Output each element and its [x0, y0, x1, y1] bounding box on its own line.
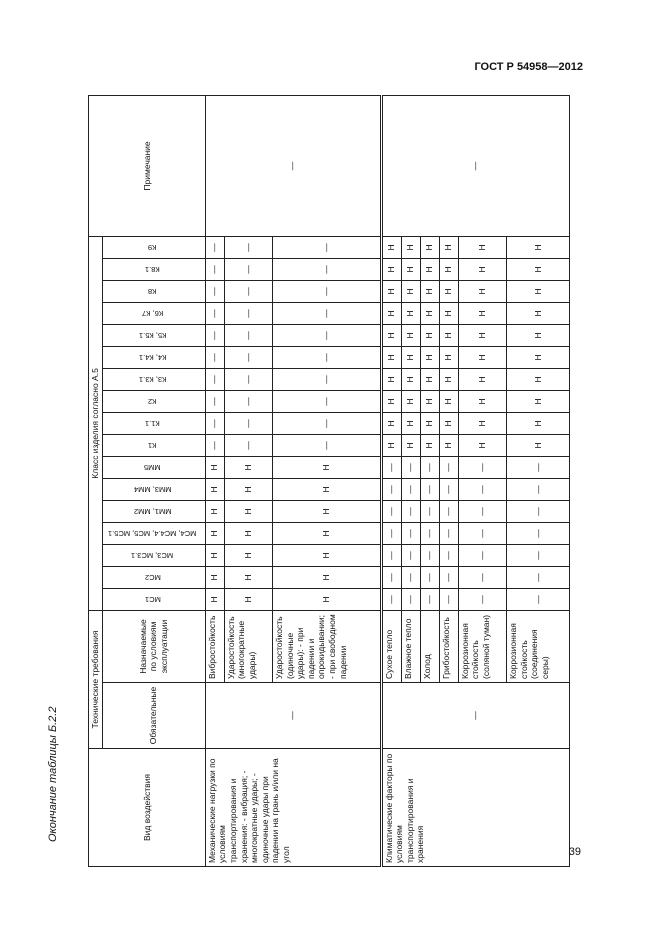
- class-column-label: МС4, МС4.4, МС5, МС5.1: [108, 529, 197, 539]
- class-mark-cell: —: [205, 236, 224, 258]
- class-mark-cell: —: [381, 478, 401, 500]
- assigned-requirement-cell: Сухое тепло: [381, 610, 401, 682]
- class-mark-cell: Н: [420, 434, 439, 456]
- class-mark-cell: Н: [272, 500, 381, 522]
- class-mark-cell: —: [224, 368, 272, 390]
- class-mark-cell: —: [224, 412, 272, 434]
- class-mark-cell: —: [205, 324, 224, 346]
- requirements-table: [88, 95, 570, 867]
- class-column-header: [102, 346, 205, 368]
- class-mark-cell: Н: [458, 258, 506, 280]
- class-mark-cell: —: [381, 522, 401, 544]
- class-mark-cell: Н: [401, 280, 420, 302]
- note-cell: —: [205, 96, 381, 237]
- class-mark-cell: Н: [506, 368, 569, 390]
- class-column-label: ММ5: [144, 463, 161, 473]
- class-column-label: К1: [148, 441, 157, 451]
- class-mark-cell: —: [506, 478, 569, 500]
- class-column-header: [102, 500, 205, 522]
- class-mark-cell: —: [439, 478, 458, 500]
- class-mark-cell: —: [439, 456, 458, 478]
- class-mark-cell: —: [224, 390, 272, 412]
- class-column-label: К9: [148, 243, 157, 253]
- assigned-requirement-cell: Ударостойкость (одиночные удары): - при падении и опрокидывании; - при свободном падении: [272, 610, 381, 682]
- class-mark-cell: —: [506, 566, 569, 588]
- class-mark-cell: Н: [381, 390, 401, 412]
- class-mark-cell: Н: [506, 434, 569, 456]
- class-mark-cell: Н: [439, 280, 458, 302]
- class-mark-cell: Н: [506, 346, 569, 368]
- class-mark-cell: —: [506, 522, 569, 544]
- class-mark-cell: Н: [272, 544, 381, 566]
- class-mark-cell: Н: [420, 280, 439, 302]
- class-mark-cell: —: [272, 346, 381, 368]
- class-mark-cell: Н: [401, 368, 420, 390]
- class-column-header: [102, 368, 205, 390]
- class-mark-cell: Н: [506, 258, 569, 280]
- class-mark-cell: —: [205, 390, 224, 412]
- class-column-header: [102, 302, 205, 324]
- class-mark-cell: Н: [272, 566, 381, 588]
- class-column-label: К5, К5.1: [138, 331, 167, 341]
- class-mark-cell: Н: [420, 236, 439, 258]
- class-mark-cell: Н: [458, 368, 506, 390]
- header-mandatory: Обязательные: [102, 683, 205, 749]
- class-column-header: [102, 236, 205, 258]
- class-mark-cell: Н: [272, 456, 381, 478]
- class-column-label: К1.1: [145, 419, 160, 429]
- class-mark-cell: —: [224, 236, 272, 258]
- class-mark-cell: Н: [272, 588, 381, 610]
- class-column-header: [102, 456, 205, 478]
- class-mark-cell: Н: [381, 346, 401, 368]
- class-mark-cell: Н: [401, 302, 420, 324]
- class-mark-cell: Н: [381, 324, 401, 346]
- class-mark-cell: Н: [381, 302, 401, 324]
- class-mark-cell: —: [224, 280, 272, 302]
- table-caption: Окончание таблицы Б.2.2: [47, 706, 59, 842]
- class-mark-cell: —: [458, 588, 506, 610]
- class-mark-cell: —: [420, 478, 439, 500]
- class-mark-cell: Н: [224, 478, 272, 500]
- class-mark-cell: Н: [224, 500, 272, 522]
- class-mark-cell: Н: [401, 258, 420, 280]
- mandatory-cell: —: [205, 683, 381, 749]
- class-mark-cell: —: [420, 588, 439, 610]
- class-column-header: [102, 478, 205, 500]
- class-mark-cell: Н: [439, 434, 458, 456]
- page-number: 39: [568, 846, 581, 858]
- assigned-requirement-cell: Коррозионная стойкость (соляной туман): [458, 610, 506, 682]
- header-tech-requirements: Технические требования: [89, 610, 103, 748]
- class-mark-cell: —: [381, 500, 401, 522]
- header-assigned: Назначаемые по условиям эксплуатации: [102, 610, 205, 682]
- class-mark-cell: Н: [224, 456, 272, 478]
- class-mark-cell: Н: [272, 478, 381, 500]
- class-mark-cell: Н: [458, 434, 506, 456]
- class-mark-cell: Н: [458, 324, 506, 346]
- class-mark-cell: Н: [506, 390, 569, 412]
- class-mark-cell: Н: [506, 324, 569, 346]
- class-mark-cell: —: [205, 302, 224, 324]
- class-mark-cell: —: [506, 456, 569, 478]
- class-mark-cell: —: [506, 544, 569, 566]
- class-mark-cell: Н: [224, 544, 272, 566]
- class-column-header: [102, 280, 205, 302]
- class-mark-cell: Н: [458, 390, 506, 412]
- class-column-header: [102, 434, 205, 456]
- class-mark-cell: —: [381, 456, 401, 478]
- class-mark-cell: Н: [420, 346, 439, 368]
- mandatory-cell: —: [381, 683, 569, 749]
- class-mark-cell: —: [458, 522, 506, 544]
- class-mark-cell: Н: [401, 434, 420, 456]
- class-mark-cell: —: [401, 456, 420, 478]
- class-column-header: [102, 522, 205, 544]
- class-column-header: [102, 412, 205, 434]
- assigned-requirement-cell: Грибостойкость: [439, 610, 458, 682]
- class-mark-cell: —: [439, 544, 458, 566]
- class-mark-cell: Н: [381, 236, 401, 258]
- class-mark-cell: —: [272, 368, 381, 390]
- assigned-requirement-cell: Коррозионная стойкость (соединения серы): [506, 610, 569, 682]
- class-mark-cell: Н: [420, 302, 439, 324]
- table-row: [381, 96, 401, 867]
- document-title: ГОСТ Р 54958—2012: [474, 61, 583, 73]
- class-mark-cell: Н: [439, 390, 458, 412]
- class-column-label: ММ3, ММ4: [133, 485, 172, 495]
- class-mark-cell: —: [506, 500, 569, 522]
- assigned-requirement-cell: Вибростойкость: [205, 610, 224, 682]
- class-mark-cell: —: [401, 544, 420, 566]
- class-mark-cell: Н: [458, 280, 506, 302]
- class-mark-cell: Н: [205, 588, 224, 610]
- class-mark-cell: Н: [224, 566, 272, 588]
- class-mark-cell: Н: [439, 258, 458, 280]
- class-mark-cell: Н: [439, 236, 458, 258]
- class-mark-cell: Н: [381, 412, 401, 434]
- class-mark-cell: —: [205, 412, 224, 434]
- class-mark-cell: Н: [458, 412, 506, 434]
- class-mark-cell: Н: [506, 302, 569, 324]
- rotated-table-wrapper: [88, 95, 570, 867]
- class-mark-cell: —: [420, 456, 439, 478]
- class-mark-cell: Н: [401, 346, 420, 368]
- class-mark-cell: Н: [420, 412, 439, 434]
- class-column-header: [102, 258, 205, 280]
- class-mark-cell: Н: [205, 500, 224, 522]
- class-mark-cell: Н: [458, 302, 506, 324]
- class-mark-cell: —: [205, 258, 224, 280]
- class-mark-cell: Н: [205, 522, 224, 544]
- class-mark-cell: Н: [458, 346, 506, 368]
- class-mark-cell: —: [458, 500, 506, 522]
- class-column-header: [102, 566, 205, 588]
- class-column-label: К2: [148, 397, 157, 407]
- class-mark-cell: —: [420, 566, 439, 588]
- class-mark-cell: —: [205, 368, 224, 390]
- class-mark-cell: Н: [205, 544, 224, 566]
- class-mark-cell: Н: [506, 236, 569, 258]
- class-mark-cell: —: [439, 500, 458, 522]
- class-mark-cell: —: [506, 588, 569, 610]
- class-mark-cell: —: [272, 280, 381, 302]
- class-mark-cell: —: [381, 566, 401, 588]
- assigned-requirement-cell: Влажное тепло: [401, 610, 420, 682]
- class-column-label: К3, К3.1: [138, 375, 167, 385]
- class-mark-cell: Н: [381, 434, 401, 456]
- class-mark-cell: —: [458, 544, 506, 566]
- class-mark-cell: Н: [401, 412, 420, 434]
- class-column-header: [102, 390, 205, 412]
- class-mark-cell: Н: [272, 522, 381, 544]
- class-mark-cell: —: [401, 500, 420, 522]
- class-mark-cell: Н: [439, 324, 458, 346]
- class-mark-cell: —: [458, 456, 506, 478]
- class-mark-cell: —: [439, 566, 458, 588]
- class-mark-cell: Н: [439, 302, 458, 324]
- class-mark-cell: —: [381, 588, 401, 610]
- table-row: [205, 96, 224, 867]
- assigned-requirement-cell: Холод: [420, 610, 439, 682]
- class-mark-cell: —: [439, 522, 458, 544]
- class-mark-cell: —: [458, 566, 506, 588]
- class-column-label: МС2: [144, 573, 161, 583]
- class-mark-cell: Н: [401, 390, 420, 412]
- class-mark-cell: —: [401, 566, 420, 588]
- assigned-requirement-cell: Ударостойкость (многократные удары): [224, 610, 272, 682]
- class-mark-cell: —: [401, 522, 420, 544]
- requirements-table-container: [88, 95, 570, 867]
- class-mark-cell: —: [401, 478, 420, 500]
- class-column-label: МС3, МС3.1: [131, 551, 174, 561]
- class-mark-cell: —: [420, 500, 439, 522]
- class-column-label: К4, К4.1: [138, 353, 167, 363]
- header-impact: Вид воздействия: [89, 749, 206, 867]
- header-note: Примечание: [89, 96, 206, 237]
- class-column-header: [102, 544, 205, 566]
- class-mark-cell: —: [224, 302, 272, 324]
- class-mark-cell: —: [272, 258, 381, 280]
- class-mark-cell: —: [224, 258, 272, 280]
- class-mark-cell: —: [272, 434, 381, 456]
- class-mark-cell: Н: [439, 346, 458, 368]
- class-mark-cell: Н: [420, 324, 439, 346]
- header-class-group: Класс изделия согласно А.5: [89, 236, 103, 610]
- class-column-label: К8.1: [145, 265, 160, 275]
- class-column-label: К8: [148, 287, 157, 297]
- class-mark-cell: Н: [381, 368, 401, 390]
- class-mark-cell: Н: [205, 456, 224, 478]
- class-mark-cell: Н: [420, 368, 439, 390]
- class-mark-cell: Н: [381, 258, 401, 280]
- class-column-header: [102, 588, 205, 610]
- class-mark-cell: Н: [401, 236, 420, 258]
- class-mark-cell: Н: [506, 412, 569, 434]
- class-mark-cell: —: [458, 478, 506, 500]
- class-mark-cell: —: [272, 390, 381, 412]
- impact-cell: Механические нагрузки по условиям транспортирования и хранения: - вибрация; - многократные удары; - одиночные удары при падении на грань и/или на угол: [205, 749, 381, 867]
- class-mark-cell: —: [439, 588, 458, 610]
- class-mark-cell: —: [420, 522, 439, 544]
- class-mark-cell: —: [224, 434, 272, 456]
- class-mark-cell: Н: [381, 280, 401, 302]
- class-mark-cell: —: [205, 280, 224, 302]
- class-column-header: [102, 324, 205, 346]
- class-mark-cell: Н: [224, 522, 272, 544]
- class-mark-cell: Н: [420, 390, 439, 412]
- class-column-label: К6, К7: [141, 309, 164, 319]
- class-mark-cell: —: [205, 434, 224, 456]
- class-mark-cell: —: [224, 346, 272, 368]
- class-mark-cell: Н: [506, 280, 569, 302]
- note-cell: —: [381, 96, 569, 237]
- class-mark-cell: —: [381, 544, 401, 566]
- class-mark-cell: —: [272, 236, 381, 258]
- class-mark-cell: —: [224, 324, 272, 346]
- class-mark-cell: Н: [205, 566, 224, 588]
- class-mark-cell: —: [401, 588, 420, 610]
- class-mark-cell: —: [272, 412, 381, 434]
- class-mark-cell: Н: [205, 478, 224, 500]
- class-mark-cell: Н: [439, 368, 458, 390]
- class-mark-cell: —: [420, 544, 439, 566]
- class-column-label: ММ1, ММ2: [133, 507, 172, 517]
- class-mark-cell: Н: [401, 324, 420, 346]
- class-mark-cell: —: [272, 324, 381, 346]
- class-mark-cell: Н: [224, 588, 272, 610]
- class-mark-cell: Н: [420, 258, 439, 280]
- class-mark-cell: Н: [458, 236, 506, 258]
- class-mark-cell: —: [205, 346, 224, 368]
- class-mark-cell: Н: [439, 412, 458, 434]
- class-column-label: МС1: [144, 595, 161, 605]
- class-mark-cell: —: [272, 302, 381, 324]
- impact-cell: Климатические факторы по условиям транспортирования и хранения: [381, 749, 569, 867]
